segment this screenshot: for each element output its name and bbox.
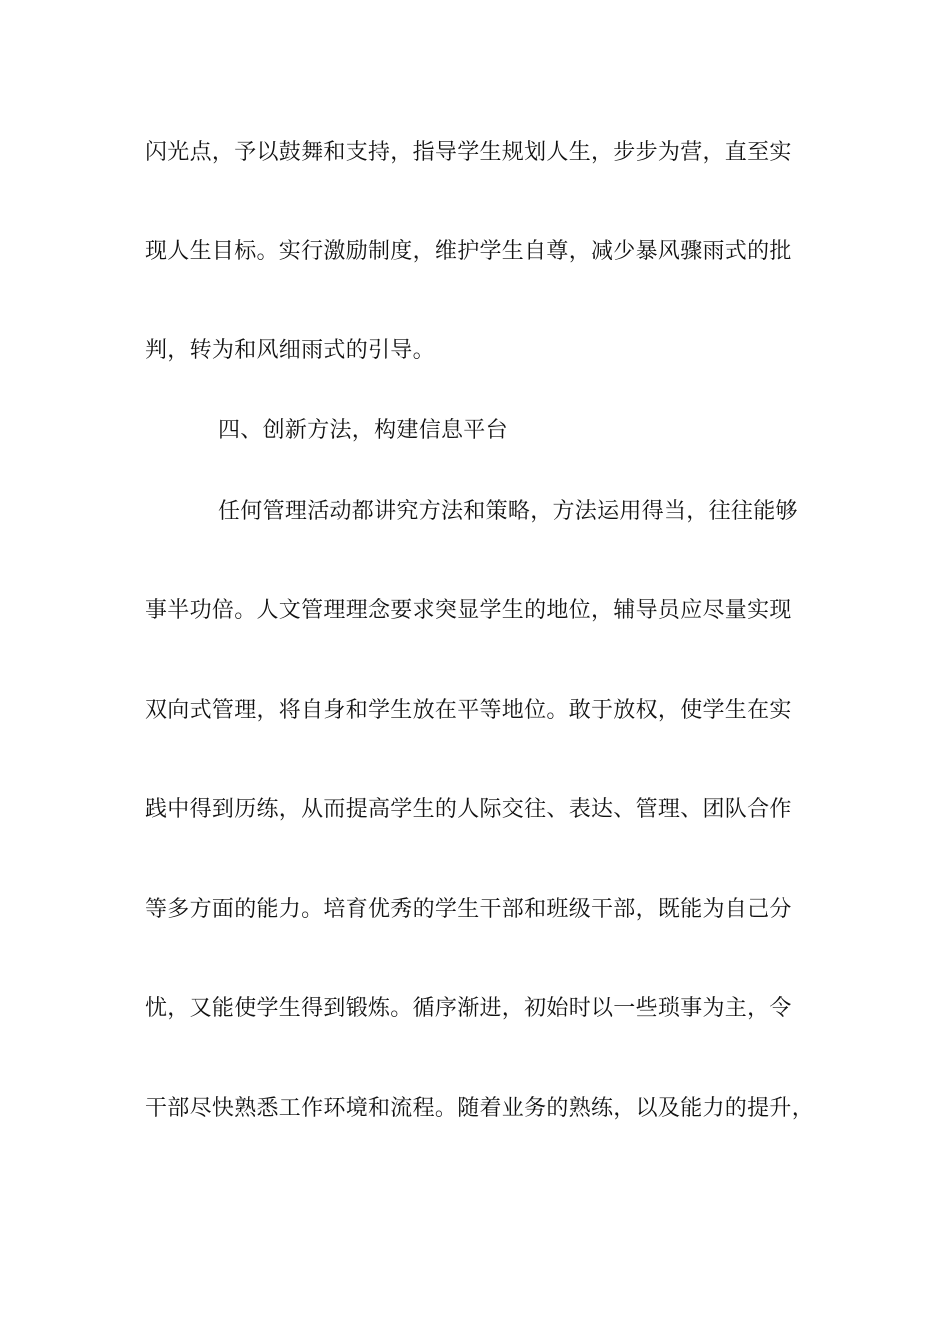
paragraph-2-line-3: 双向式管理，将自身和学生放在平等地位。敢于放权，使学生在实 [145, 698, 792, 723]
paragraph-1-line-2: 现人生目标。实行激励制度，维护学生自尊，减少暴风骤雨式的批 [145, 239, 792, 264]
paragraph-2-line-1: 任何管理活动都讲究方法和策略，方法运用得当，往往能够 [218, 499, 798, 524]
paragraph-2-line-7: 干部尽快熟悉工作环境和流程。随着业务的熟练，以及能力的提升， [145, 1096, 815, 1121]
paragraph-2-line-4: 践中得到历练，从而提高学生的人际交往、表达、管理、团队合作 [145, 797, 792, 822]
paragraph-1-line-1: 闪光点，予以鼓舞和支持，指导学生规划人生，步步为营，直至实 [145, 140, 792, 165]
paragraph-1-line-3: 判，转为和风细雨式的引导。 [145, 338, 435, 363]
paragraph-2-line-5: 等多方面的能力。培育优秀的学生干部和班级干部，既能为自己分 [145, 897, 792, 922]
paragraph-2-line-2: 事半功倍。人文管理理念要求突显学生的地位，辅导员应尽量实现 [145, 598, 792, 623]
paragraph-2-line-6: 忧，又能使学生得到锻炼。循序渐进，初始时以一些琐事为主，令 [145, 996, 792, 1021]
section-heading: 四、创新方法，构建信息平台 [218, 418, 508, 443]
